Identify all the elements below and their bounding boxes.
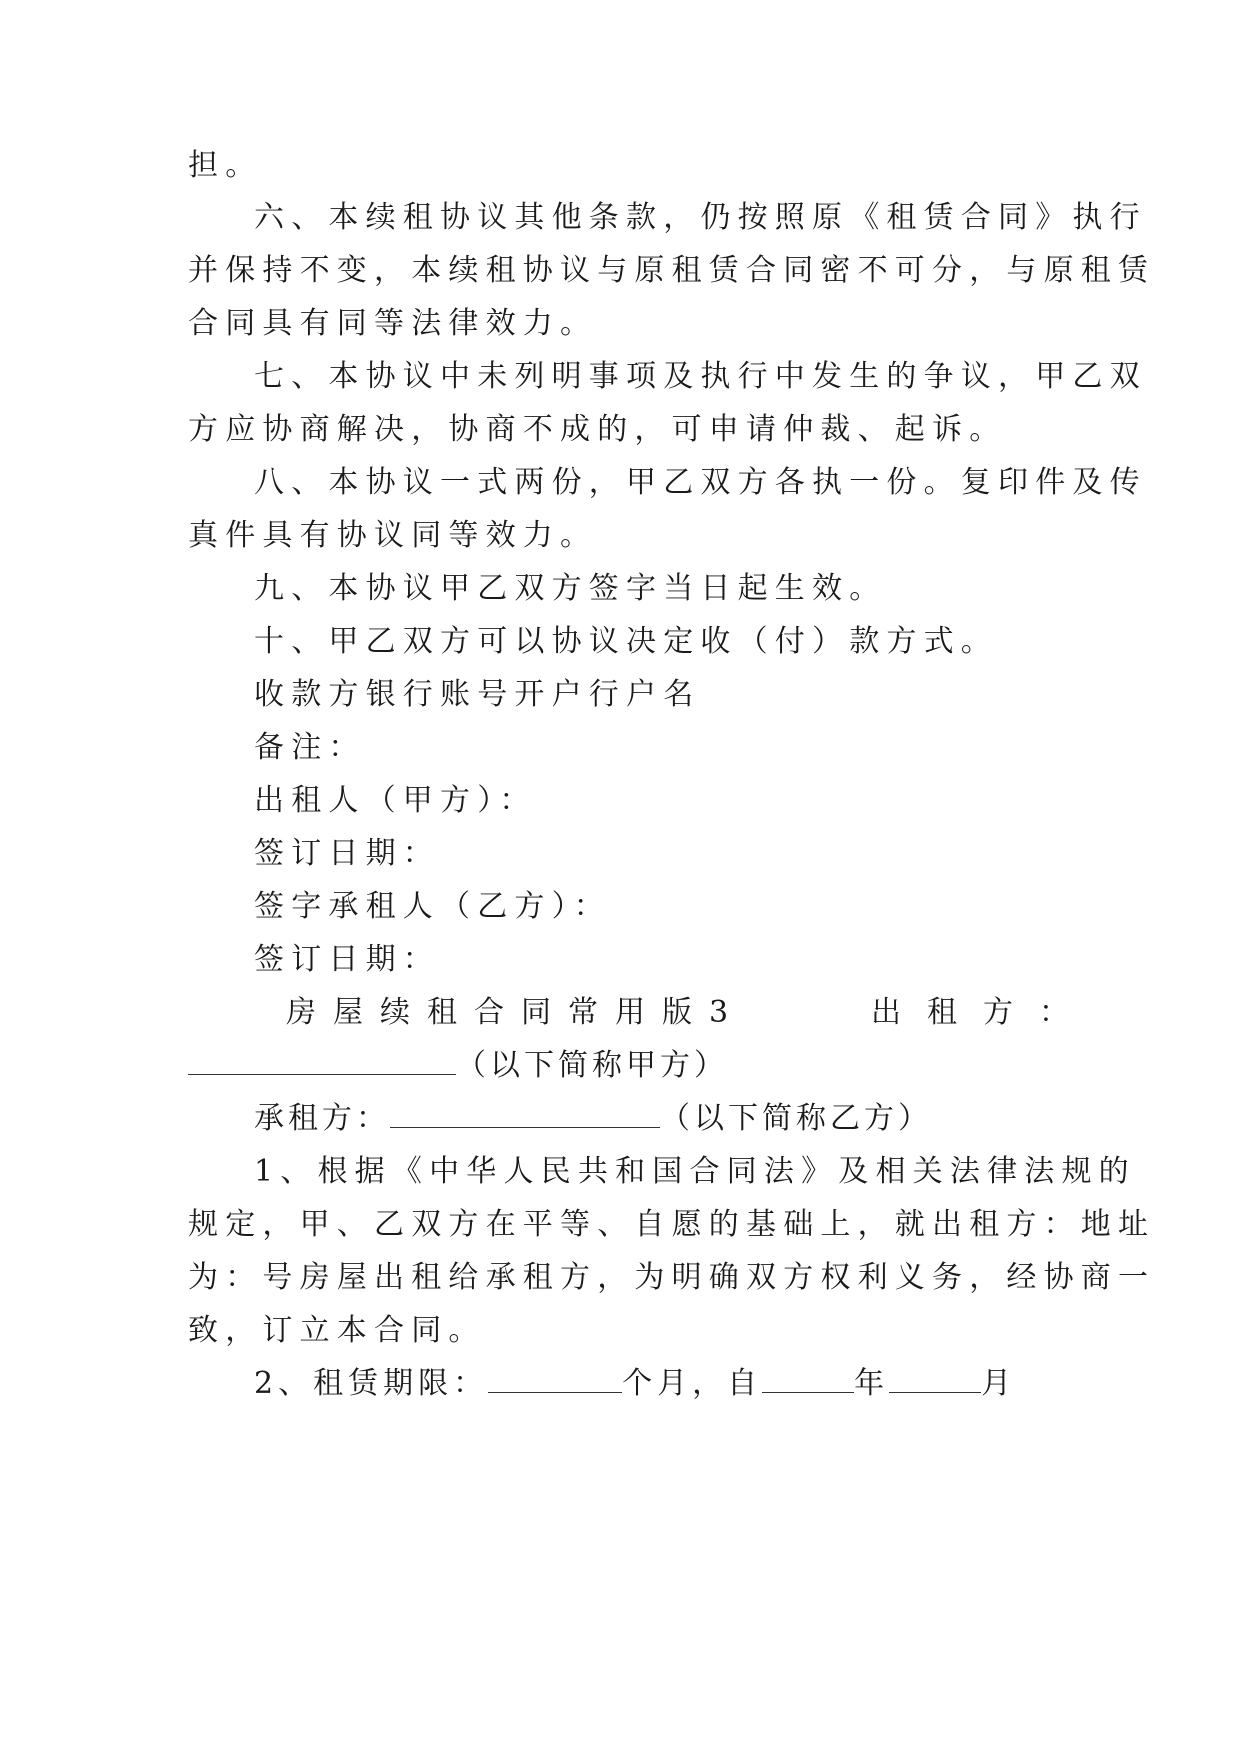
lessor-suffix: （以下简称甲方）: [456, 1048, 728, 1083]
lessee-name-blank[interactable]: [390, 1101, 660, 1128]
clause-eight-line-2: 真件具有协议同等效力。: [188, 518, 598, 553]
clause-two-line: [254, 1366, 1050, 1402]
lessee-name-line: [254, 1101, 1050, 1137]
clause-six-line-1: 六、本续租协议其他条款，仍按照原《租赁合同》执行: [254, 200, 1147, 235]
year-blank[interactable]: [762, 1366, 854, 1393]
lease-term-label: 2、租赁期限：: [254, 1366, 489, 1401]
months-blank[interactable]: [488, 1366, 622, 1393]
clause-one-line-2: 规定，甲、乙双方在平等、自愿的基础上，就出租方：地址: [188, 1207, 1156, 1242]
clause-eight-line-1: 八、本协议一式两份，甲乙双方各执一份。复印件及传: [254, 465, 1147, 500]
clause-seven-line-1: 七、本协议中未列明事项及执行中发生的争议，甲乙双: [254, 359, 1147, 394]
clause-one-line-1: 1、根据《中华人民共和国合同法》及相关法律法规的: [254, 1154, 1136, 1189]
lessor-label: 出租方：: [871, 995, 1095, 1030]
lessee-suffix: （以下简称乙方）: [660, 1101, 932, 1136]
clause-one-line-4: 致，订立本合同。: [188, 1313, 486, 1348]
remarks-line: 备注：: [254, 730, 366, 765]
sign-date-line: 签订日期：: [254, 836, 440, 871]
text-line: 担。: [188, 148, 263, 183]
months-text: 个月，自: [622, 1366, 763, 1401]
lessee-label: 承租方：: [254, 1101, 390, 1136]
clause-nine: 九、本协议甲乙双方签字当日起生效。: [254, 571, 887, 606]
year-text: 年: [854, 1366, 890, 1401]
clause-ten: 十、甲乙双方可以协议决定收（付）款方式。: [254, 624, 998, 659]
lessor-name-blank[interactable]: [188, 1048, 456, 1075]
clause-six-line-2: 并保持不变，本续租协议与原租赁合同密不可分，与原租赁: [188, 253, 1156, 288]
document-title: 房屋续租合同常用版3: [286, 995, 746, 1030]
month-text: 月: [981, 1366, 1017, 1401]
bank-account-line: 收款方银行账号开户行户名: [254, 677, 701, 712]
clause-six-line-3: 合同具有同等法律效力。: [188, 306, 598, 341]
sign-date-line: 签订日期：: [254, 942, 440, 977]
lessee-signature-line: 签字承租人（乙方）：: [254, 889, 611, 924]
lessor-signature-line: 出租人（甲方）：: [254, 783, 537, 818]
clause-seven-line-2: 方应协商解决，协商不成的，可申请仲裁、起诉。: [188, 412, 1007, 447]
month-blank[interactable]: [889, 1366, 981, 1393]
clause-one-line-3: 为：号房屋出租给承租方，为明确双方权利义务，经协商一: [188, 1260, 1156, 1295]
lessor-name-line: [188, 1048, 1050, 1084]
